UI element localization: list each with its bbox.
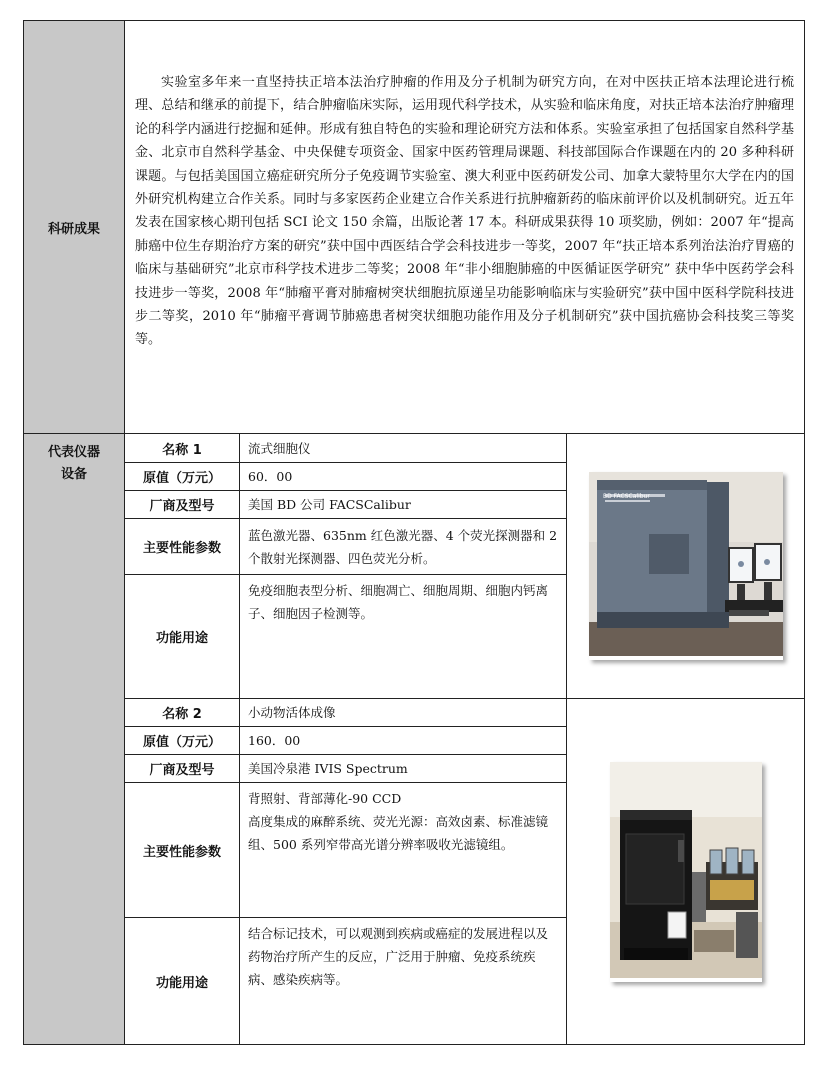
research-paragraph: 实验室多年来一直坚持扶正培本法治疗肿瘤的作用及分子机制为研究方向，在对中医扶正培本法理论进行梳理、总结和继承的前提下，结合肿瘤临床实际，运用现代科学技术，从实验和临床角度，对扶正培本法治疗肿瘤理论的科学内涵进行挖掘和延伸。形成有独自特色的实验和理论研究方法和体系。实验室承担了包括国家自然科学基金、北京市自然科学基金、中央保健专项资金、国家中医药管理局课题、科技部国际合作课题在内的 20 多种科研课题。与包括美国国立癌症研究所分子免疫调节实验室、澳大利亚中医药研发公司、加拿大蒙特里尔大学在内的国外研究机构建立合作关系。同时与多家医药企业建立合作关系进行抗肿瘤新药的临床前评价以及机制研究。近五年发表在国家核心期刊包括 SCI 论文 150 余篇，出版论著 17 本。科研成果获得 10 项奖励，例如：2007 年“提高肺癌中位生存期治疗方案的研究”获中国中西医结合学会科技进步一等奖，2007 年“扶正培本系列治法治疗胃癌的临床与基础研究”北京市科学技术进步二等奖；2008 年“非小细胞肺癌的中医循证医学研究” 获中华中医药学会科技进步一等奖，2008 年“肺瘤平膏对肺瘤树突状细胞抗原递呈功能影响临床与实验研究”获中国中医科学院科技进步二等奖，2010 年“肺瘤平膏调节肺癌患者树突状细胞功能作用及分子机制研究”获中国抗癌协会科技奖三等奖等。 bbox=[135, 75, 795, 348]
equipment-2-price-key: 原值（万元） bbox=[125, 727, 240, 755]
equipment-2-params bbox=[240, 783, 567, 918]
equipment-2-use: 结合标记技术，可以观测到疾病或癌症的发展进程以及药物治疗所产生的反应，广泛用于肿瘤、免疫系统疾病、感染疾病等。 bbox=[240, 918, 567, 1045]
research-row bbox=[24, 21, 805, 434]
photo-label: BD FACSCalibur bbox=[602, 493, 650, 500]
ivis-imager-photo bbox=[610, 762, 762, 982]
equipment-1-params-key: 主要性能参数 bbox=[125, 519, 240, 575]
equipment-2-price: 160．00 bbox=[240, 727, 567, 755]
equipment-1-maker: 美国 BD 公司 FACSCalibur bbox=[240, 491, 567, 519]
document-page bbox=[23, 20, 804, 1059]
equipment-2-params-line2: 高度集成的麻醉系统、荧光光源：高效卤素、标准滤镜组、500 系列窄带高光谱分辨率吸收光滤镜组。 bbox=[248, 814, 549, 852]
equipment-1-params: 蓝色激光器、635nm 红色激光器、4 个荧光探测器和 2 个散射光探测器、四色荧光分析。 bbox=[240, 519, 567, 575]
equipment-1-photo-cell bbox=[567, 434, 805, 699]
equipment-2-maker: 美国冷泉港 IVIS Spectrum bbox=[240, 755, 567, 783]
equipment-1-use: 免疫细胞表型分析、细胞凋亡、细胞周期、细胞内钙离子、细胞因子检测等。 bbox=[240, 575, 567, 699]
equipment-2-photo-cell bbox=[567, 699, 805, 1045]
equipment-1-maker-key: 厂商及型号 bbox=[125, 491, 240, 519]
equipment-2-maker-key: 厂商及型号 bbox=[125, 755, 240, 783]
equipment-2-use-key: 功能用途 bbox=[125, 918, 240, 1045]
equipment-1-price-key: 原值（万元） bbox=[125, 463, 240, 491]
equipment-1-use-key: 功能用途 bbox=[125, 575, 240, 699]
equipment-label bbox=[24, 434, 125, 1045]
equipment-1-name-row bbox=[24, 434, 805, 463]
equipment-1-name-key: 名称 1 bbox=[125, 434, 240, 463]
lab-info-table bbox=[23, 20, 805, 1045]
equipment-label-text: 代表仪器设备 bbox=[47, 445, 100, 482]
ivis-imager-image bbox=[610, 762, 762, 978]
equipment-1-price: 60．00 bbox=[240, 463, 567, 491]
equipment-2-params-line1: 背照射、背部薄化-90 CCD bbox=[248, 791, 402, 806]
equipment-1-name: 流式细胞仪 bbox=[240, 434, 567, 463]
flow-cytometer-image bbox=[589, 472, 783, 656]
equipment-2-name-key: 名称 2 bbox=[125, 699, 240, 727]
research-content-cell bbox=[125, 21, 805, 434]
equipment-2-name-row bbox=[24, 699, 805, 727]
flow-cytometer-photo bbox=[589, 472, 783, 660]
research-label: 科研成果 bbox=[24, 21, 125, 434]
equipment-2-params-key: 主要性能参数 bbox=[125, 783, 240, 918]
equipment-2-name: 小动物活体成像 bbox=[240, 699, 567, 727]
